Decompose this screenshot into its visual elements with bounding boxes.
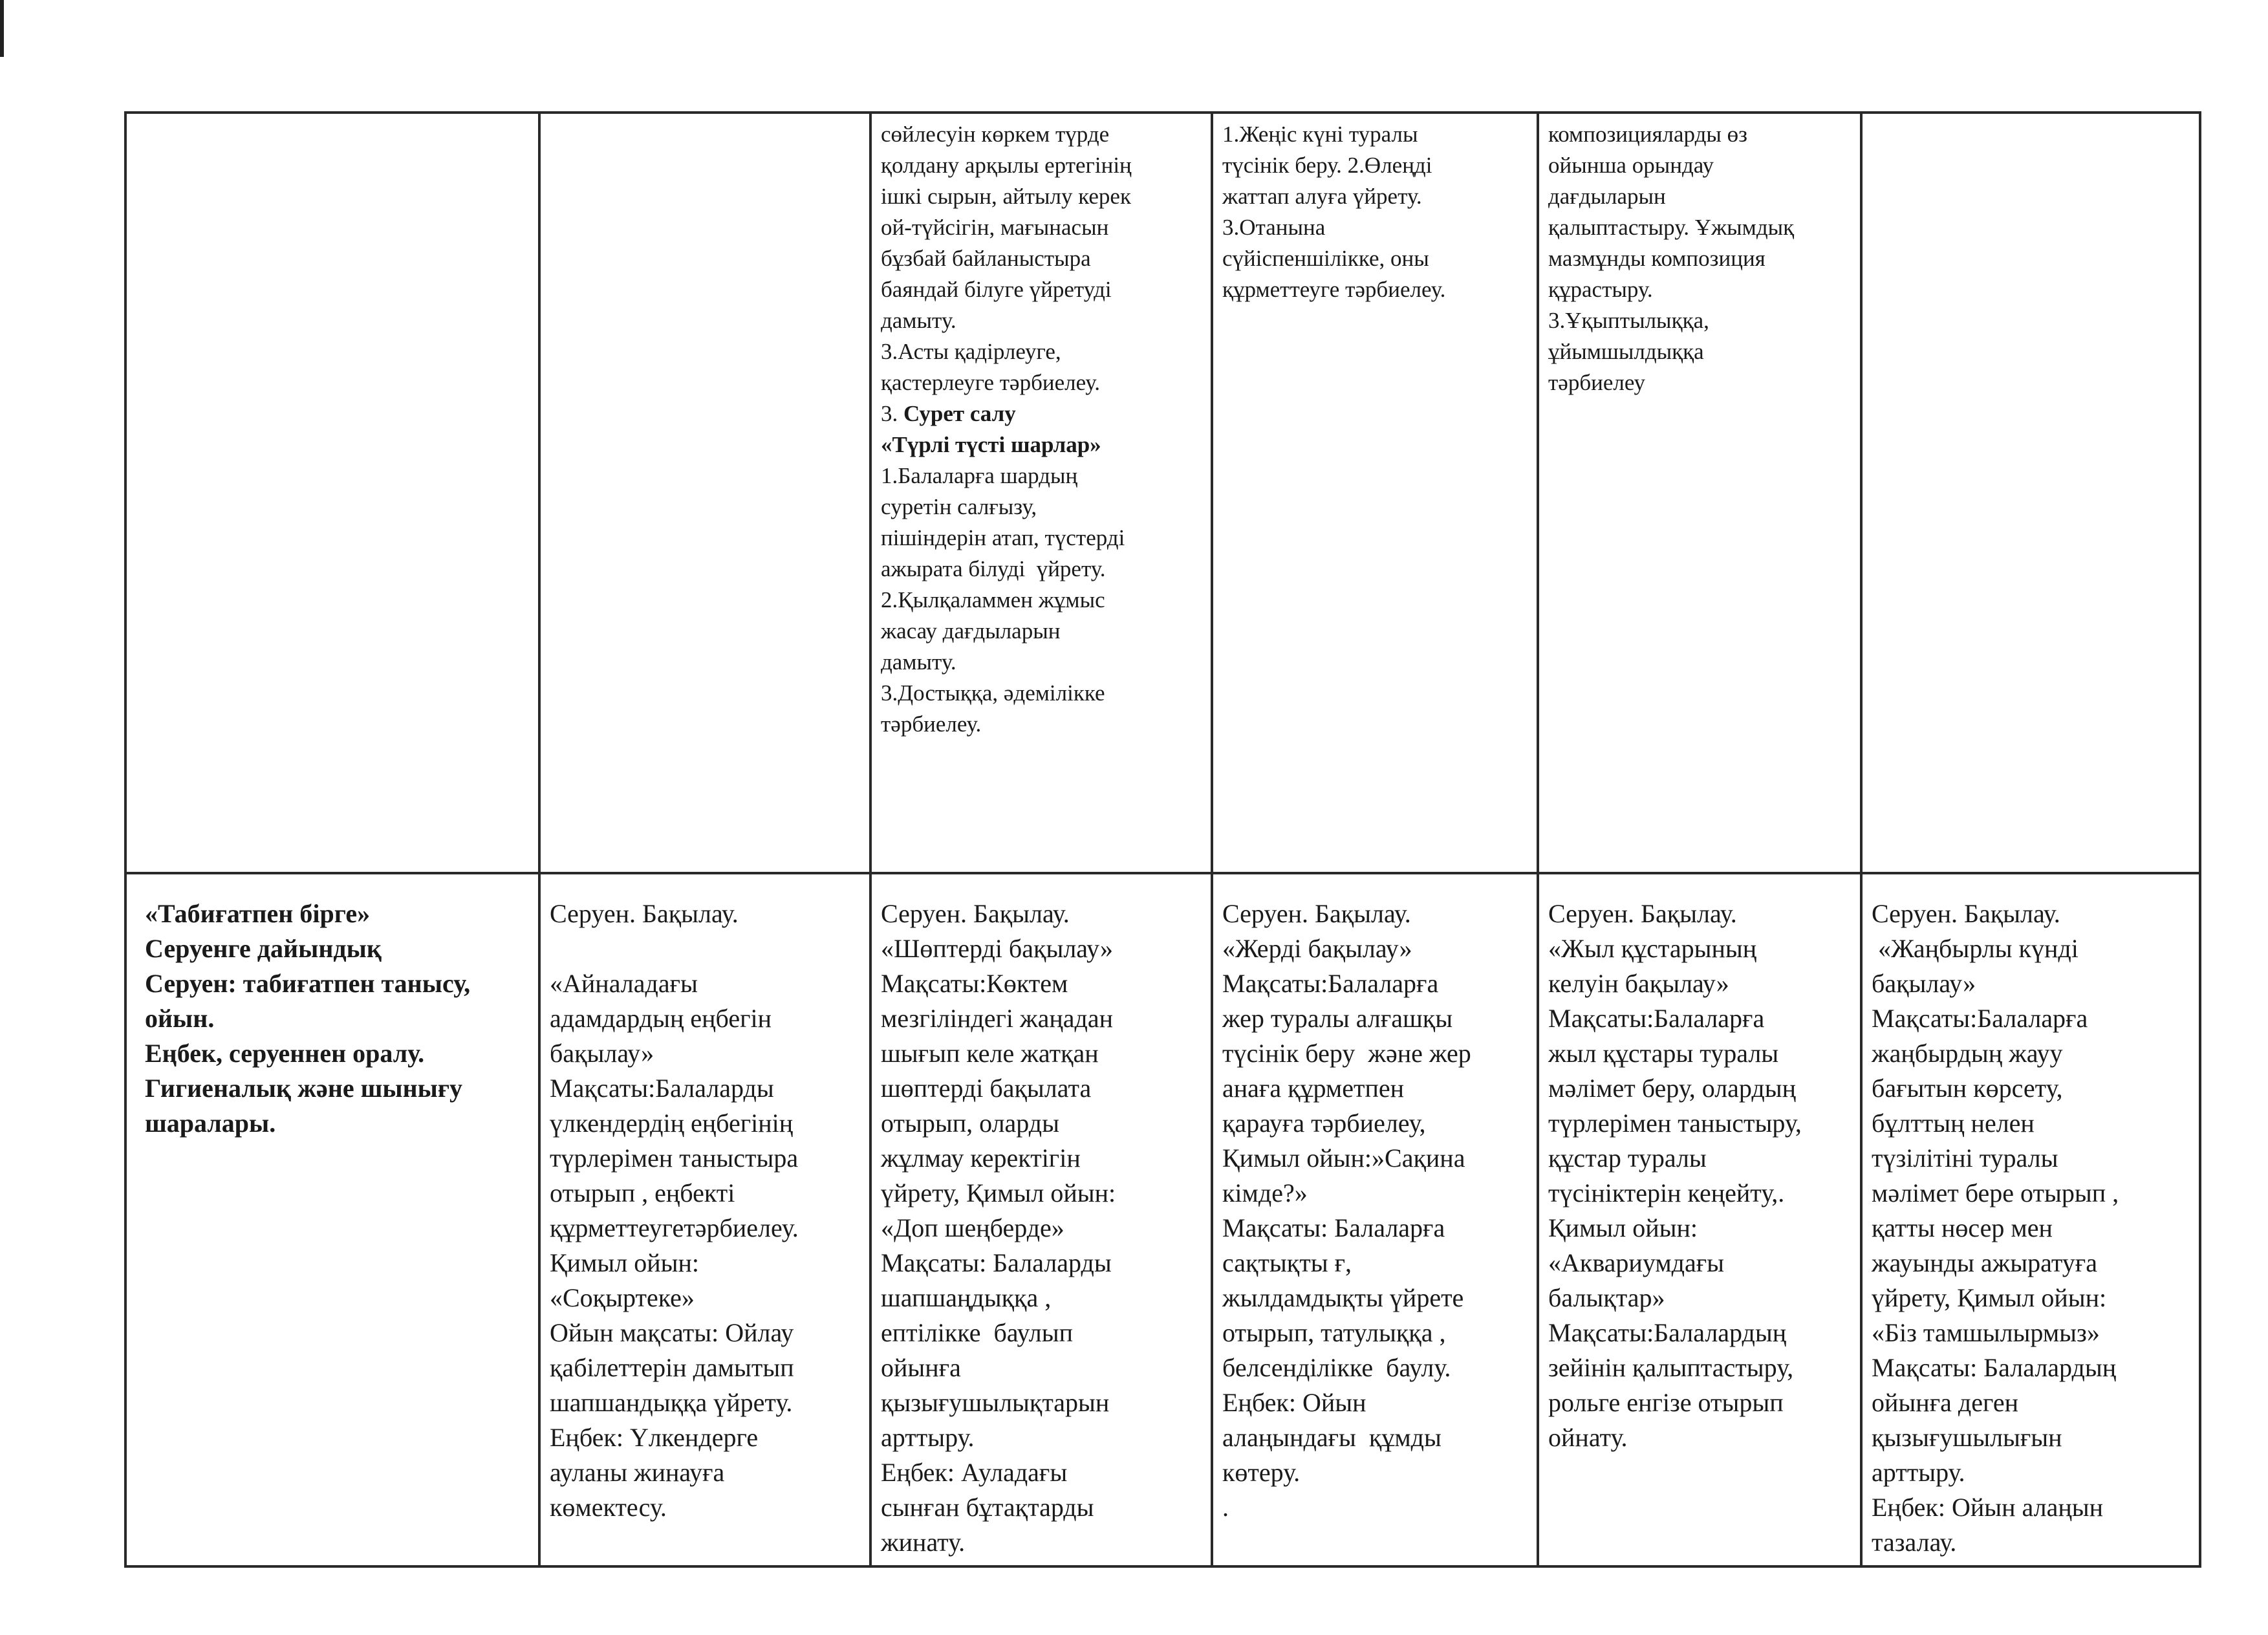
text-line: құрастыру. <box>1548 277 1653 302</box>
text-line: «Жаңбырлы күнді <box>1872 934 2079 963</box>
text-line: мазмұнды композиция <box>1548 246 1766 271</box>
text-line: 2.Қылқаламмен жұмыс <box>881 587 1105 612</box>
text-line: жылдамдықты үйрете <box>1222 1283 1464 1312</box>
text-line: баяндай білуге үйретуді <box>881 277 1112 302</box>
text-line: «Доп шеңберде» <box>881 1213 1064 1242</box>
text-line: Серуен: табиғатпен танысу, <box>145 969 471 998</box>
text-line: отырып , еңбекті <box>550 1178 735 1207</box>
text-line: Мақсаты:Балаларды <box>550 1074 774 1103</box>
table-row <box>125 873 2200 1566</box>
scan-edge-mark <box>0 0 4 57</box>
text-line: арттыру. <box>881 1423 975 1452</box>
text-line <box>550 931 861 966</box>
text-line: түсініктерін кеңейту,. <box>1548 1178 1785 1207</box>
text-line: «Табиғатпен бірге» <box>145 899 371 928</box>
text-line: ойнату. <box>1548 1423 1628 1452</box>
text-line: 3.Достыққа, әдемілікке <box>881 680 1105 706</box>
text-line: арттыру. <box>1872 1458 1965 1487</box>
text-line: мәлімет бере отырып , <box>1872 1178 2119 1207</box>
table-cell-goals <box>1212 113 1538 873</box>
text-line: Серуен. Бақылау. <box>1548 899 1737 928</box>
text-line: құстар туралы <box>1548 1143 1707 1173</box>
drawing-heading: 3. Сурет салу <box>881 401 1016 426</box>
text-line: пішіндерін атап, түстерді <box>881 525 1125 550</box>
text-line: көтеру. <box>1222 1458 1301 1487</box>
text-line: мәлімет беру, олардың <box>1548 1074 1797 1103</box>
text-line: түзілітіні туралы <box>1872 1143 2058 1173</box>
text-line: жаңбырдың жауу <box>1872 1039 2063 1068</box>
text-line: келуін бақылау» <box>1548 969 1729 998</box>
text-line: Қимыл ойын:»Сақина <box>1222 1143 1465 1173</box>
text-line: үйрету, Қимыл ойын: <box>1872 1283 2107 1312</box>
text-line: «Біз тамшылырмыз» <box>1872 1318 2100 1347</box>
text-line: ұйымшылдыққа <box>1548 339 1704 364</box>
activity-text <box>881 119 1203 398</box>
text-line: шаралары. <box>145 1109 276 1138</box>
text-line: жауынды ажыратуға <box>1872 1248 2097 1277</box>
text-line: зейінін қалыптастыру, <box>1548 1353 1794 1382</box>
text-line: алаңындағы құмды <box>1222 1423 1442 1452</box>
text-line: рольге енгізе отырып <box>1548 1388 1784 1417</box>
text-line: бақылау» <box>1872 969 1976 998</box>
text-line: Серуен. Бақылау. <box>1222 899 1411 928</box>
text-line: қарауға тәрбиелеу, <box>1222 1109 1426 1138</box>
text-line: . <box>1222 1493 1229 1522</box>
table-cell-monday <box>539 873 870 1566</box>
text-line: үйрету, Қимыл ойын: <box>881 1178 1116 1207</box>
text-line: Серуен. Бақылау. <box>881 899 1070 928</box>
text-line: 1.Балаларға шардың <box>881 463 1078 488</box>
text-line: бұлттың нелен <box>1872 1109 2035 1138</box>
walk-observation-text <box>550 896 861 1525</box>
text-line: ойынша орындау <box>1548 153 1714 178</box>
table-cell-composition <box>1538 113 1861 873</box>
text-line: шығып келе жатқан <box>881 1039 1099 1068</box>
text-line: жұлмау керектігін <box>881 1143 1081 1173</box>
walk-observation-text <box>881 896 1203 1560</box>
table-cell-thursday <box>1538 873 1861 1566</box>
walk-heading <box>136 896 530 1141</box>
text-line: Ойын мақсаты: Ойлау <box>550 1318 794 1347</box>
text-line: Серуен. Бақылау. <box>1872 899 2060 928</box>
text-line: 1.Жеңіс күні туралы <box>1222 122 1418 147</box>
text-line: бағытын көрсету, <box>1872 1074 2063 1103</box>
text-line: шапшаңдыққа , <box>881 1283 1052 1312</box>
walk-observation-text <box>1548 896 1852 1455</box>
text-line: ойынға деген <box>1872 1388 2018 1417</box>
text-line: отырып, татулыққа , <box>1222 1318 1446 1347</box>
text-line: «Жыл құстарының <box>1548 934 1757 963</box>
text-line: «Айналадағы <box>550 969 698 998</box>
text-line: 3.Ұқыптылыққа, <box>1548 308 1709 333</box>
text-line: суретін салғызу, <box>881 494 1037 519</box>
text-line: дағдыларын <box>1548 184 1666 209</box>
table-cell-walk-heading <box>125 873 539 1566</box>
text-line: «Жерді бақылау» <box>1222 934 1412 963</box>
goals-text <box>1222 119 1529 305</box>
text-line: тәрбиелеу. <box>881 711 982 737</box>
table-cell-friday <box>1861 873 2200 1566</box>
text-line: ойын. <box>145 1004 215 1033</box>
text-line: Мақсаты:Балалардың <box>1548 1318 1787 1347</box>
text-line: үлкендердің еңбегінің <box>550 1109 794 1138</box>
text-line: түрлерімен таныстыра <box>550 1143 799 1173</box>
table-cell-tuesday <box>870 873 1212 1566</box>
text-line: жер туралы алғашқы <box>1222 1004 1453 1033</box>
text-line: «Аквариумдағы <box>1548 1248 1725 1277</box>
text-line: Гигиеналық және шынығу <box>145 1074 463 1103</box>
text-line: құрметтеугетәрбиелеу. <box>550 1213 799 1242</box>
table-row <box>125 113 2200 873</box>
text-line: Еңбек: Үлкендерге <box>550 1423 759 1452</box>
text-line: түсінік беру және жер <box>1222 1039 1471 1068</box>
composition-text <box>1548 119 1852 398</box>
text-line: қолдану арқылы ертегінің <box>881 153 1132 178</box>
text-line: отырып, оларды <box>881 1109 1059 1138</box>
text-line: бақылау» <box>550 1039 654 1068</box>
text-line: жаттап алуға үйрету. <box>1222 184 1422 209</box>
text-line: ажырата білуді үйрету. <box>881 556 1106 581</box>
text-line: сүйіспеншілікке, оны <box>1222 246 1429 271</box>
text-line: анаға құрметпен <box>1222 1074 1405 1103</box>
text-line: қызығушылықтарын <box>881 1388 1110 1417</box>
text-line: адамдардың еңбегін <box>550 1004 772 1033</box>
text-line: белсенділікке баулу. <box>1222 1353 1451 1382</box>
text-line: Мақсаты:Көктем <box>881 969 1068 998</box>
text-line: «Шөптерді бақылау» <box>881 934 1114 963</box>
text-line: қабілеттерін дамытып <box>550 1353 794 1382</box>
text-line: шөптерді бақылата <box>881 1074 1092 1103</box>
text-line: Серуенге дайындық <box>145 934 382 963</box>
text-line: Еңбек: Ауладағы <box>881 1458 1068 1487</box>
text-line: сақтықты ғ, <box>1222 1248 1352 1277</box>
text-line: балықтар» <box>1548 1283 1665 1312</box>
text-line: композицияларды өз <box>1548 122 1747 147</box>
text-line: ой-түйсігін, мағынасын <box>881 215 1109 240</box>
drawing-text <box>881 460 1203 740</box>
text-line: 3.Отанына <box>1222 215 1326 240</box>
text-line: Мақсаты: Балалардың <box>1872 1353 2117 1382</box>
text-line: «Соқыртеке» <box>550 1283 695 1312</box>
text-line: Мақсаты:Балаларға <box>1548 1004 1765 1033</box>
text-line: Мақсаты: Балаларға <box>1222 1213 1445 1242</box>
text-line: Еңбек: Ойын алаңын <box>1872 1493 2104 1522</box>
table-cell-empty <box>539 113 870 873</box>
text-line: тазалау. <box>1872 1528 1957 1557</box>
drawing-topic: «Түрлі түсті шарлар» <box>881 432 1101 457</box>
walk-observation-text <box>1872 896 2191 1560</box>
text-line: ішкі сырын, айтылу керек <box>881 184 1131 209</box>
text-line: Қимыл ойын: <box>550 1248 700 1277</box>
text-line: кімде?» <box>1222 1178 1308 1207</box>
walk-observation-text <box>1222 896 1529 1525</box>
text-line: сөйлесуін көркем түрде <box>881 122 1110 147</box>
text-line: тәрбиелеу <box>1548 370 1646 395</box>
text-line: шапшандыққа үйрету. <box>550 1388 793 1417</box>
text-line: дамыту. <box>881 649 956 675</box>
text-line: жыл құстары туралы <box>1548 1039 1779 1068</box>
text-line: Мақсаты: Балаларды <box>881 1248 1112 1277</box>
text-line: түрлерімен таныстыру, <box>1548 1109 1802 1138</box>
text-line: ойынға <box>881 1353 961 1382</box>
text-line: мезгіліндегі жаңадан <box>881 1004 1114 1033</box>
text-line: түсінік беру. 2.Өлеңді <box>1222 153 1432 178</box>
table-cell-activities <box>870 113 1212 873</box>
table-cell-wednesday <box>1212 873 1538 1566</box>
text-line: ауланы жинауға <box>550 1458 725 1487</box>
table-cell-empty <box>1861 113 2200 873</box>
text-line: Мақсаты:Балаларға <box>1222 969 1439 998</box>
text-line: бұзбай байланыстыра <box>881 246 1091 271</box>
text-line: дамыту. <box>881 308 956 333</box>
plan-table <box>124 111 2201 1568</box>
text-line: қызығушылығын <box>1872 1423 2062 1452</box>
text-line: сынған бұтақтарды <box>881 1493 1094 1522</box>
text-line: көмектесу. <box>550 1493 667 1522</box>
text-line: Мақсаты:Балаларға <box>1872 1004 2088 1033</box>
text-line: Еңбек: Ойын <box>1222 1388 1366 1417</box>
text-line: жасау дағдыларын <box>881 618 1061 644</box>
text-line: 3.Асты қадірлеуге, <box>881 339 1061 364</box>
table-cell-empty <box>125 113 539 873</box>
text-line: құрметтеуге тәрбиелеу. <box>1222 277 1446 302</box>
text-line: жинату. <box>881 1528 966 1557</box>
text-line: Еңбек, серуеннен оралу. <box>145 1039 425 1068</box>
text-line: Қимыл ойын: <box>1548 1213 1698 1242</box>
text-line: қатты нөсер мен <box>1872 1213 2053 1242</box>
text-line: Серуен. Бақылау. <box>550 899 739 928</box>
text-line: қастерлеуге тәрбиелеу. <box>881 370 1101 395</box>
text-line: ептілікке баулып <box>881 1318 1074 1347</box>
text-line: қалыптастыру. Ұжымдық <box>1548 215 1795 240</box>
